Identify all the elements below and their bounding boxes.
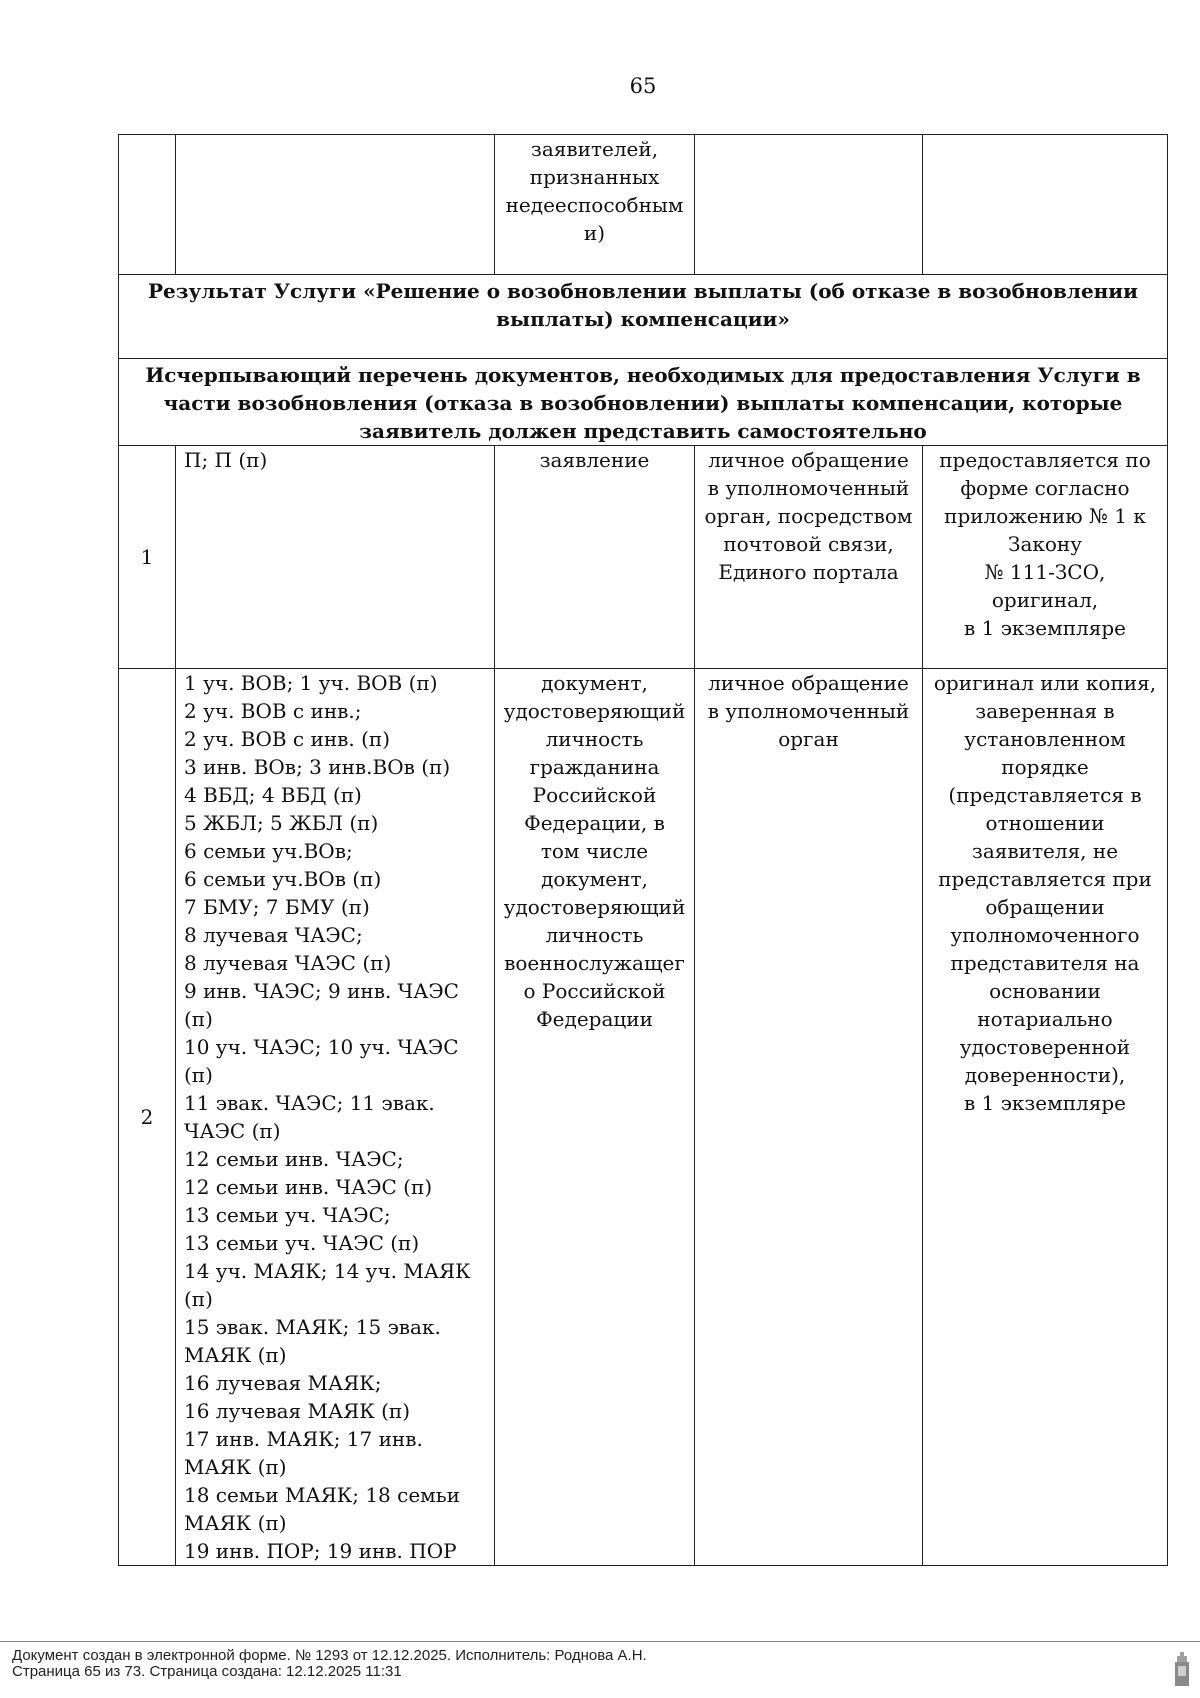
cell-method-empty xyxy=(695,135,923,275)
footer-divider xyxy=(0,1641,1200,1642)
cell-notes-empty xyxy=(923,135,1168,275)
cell-method: личное обращение в уполномоченный орган, посредством почтовой связи, Единого портала xyxy=(695,446,923,669)
footer-line-document: Документ создан в электронной форме. № 1293 от 12.12.2025. Исполнитель: Роднова А.Н. xyxy=(12,1647,647,1664)
cell-document: заявление xyxy=(495,446,695,669)
section-row-documents xyxy=(119,359,1168,446)
cell-notes: предоставляется по форме согласно приложению № 1 к Закону № 111-ЗСО, оригинал, в 1 экземпляре xyxy=(923,446,1168,669)
section-row-result xyxy=(119,275,1168,359)
footer xyxy=(12,1648,647,1680)
cell-document-continued: заявителей, признанных недееспособным и) xyxy=(495,135,695,275)
table-row xyxy=(119,446,1168,669)
cell-number-empty xyxy=(119,135,176,275)
cell-method: личное обращение в уполномоченный орган xyxy=(695,669,923,1566)
page-number: 65 xyxy=(629,74,657,98)
cell-notes: оригинал или копия, заверенная в установленном порядке (представляется в отношении заявителя, не представляется при обращении уполномоченного представителя на основании нотариально удостоверенной доверенности), в 1 экземпляре xyxy=(923,669,1168,1566)
row-number: 2 xyxy=(119,669,176,1566)
cell-categories: П; П (п) xyxy=(176,446,495,669)
row-number: 1 xyxy=(119,446,176,669)
emblem-icon xyxy=(1172,1650,1192,1690)
cell-categories-empty xyxy=(176,135,495,275)
footer-line-page: Страница 65 из 73. Страница создана: 12.12.2025 11:31 xyxy=(12,1663,402,1680)
section-heading-documents: Исчерпывающий перечень документов, необходимых для предоставления Услуги в части возобновления (отказа в возобновлении) выплаты компенсации, которые заявитель должен представить самостоятельно xyxy=(119,359,1168,446)
cell-document: документ, удостоверяющий личность гражданина Российской Федерации, в том числе документ, удостоверяющий личность военнослужащег о Российской Федерации xyxy=(495,669,695,1566)
section-heading-result: Результат Услуги «Решение о возобновлении выплаты (об отказе в возобновлении выплаты) компенсации» xyxy=(119,275,1168,359)
table-row-continued xyxy=(119,135,1168,275)
table-row xyxy=(119,669,1168,1566)
cell-categories: 1 уч. ВОВ; 1 уч. ВОВ (п) 2 уч. ВОВ с инв.; 2 уч. ВОВ с инв. (п) 3 инв. ВОв; 3 инв.ВОв (п) 4 ВБД; 4 ВБД (п) 5 ЖБЛ; 5 ЖБЛ (п) 6 семьи уч.ВОв; 6 семьи уч.ВОв (п) 7 БМУ; 7 БМУ (п) 8 лучевая ЧАЭС; 8 лучевая ЧАЭС (п) 9 инв. ЧАЭС; 9 инв. ЧАЭС (п) 10 уч. ЧАЭС; 10 уч. ЧАЭС (п) 11 эвак. ЧАЭС; 11 эвак. ЧАЭС (п) 12 семьи инв. ЧАЭС; 12 семьи инв. ЧАЭС (п) 13 семьи уч. ЧАЭС; 13 семьи уч. ЧАЭС (п) 14 уч. МАЯК; 14 уч. МАЯК (п) 15 эвак. МАЯК; 15 эвак. МАЯК (п) 16 лучевая МАЯК; 16 лучевая МАЯК (п) 17 инв. МАЯК; 17 инв. МАЯК (п) 18 семьи МАЯК; 18 семьи МАЯК (п) 19 инв. ПОР; 19 инв. ПОР xyxy=(176,669,495,1566)
document-table xyxy=(118,134,1168,1566)
